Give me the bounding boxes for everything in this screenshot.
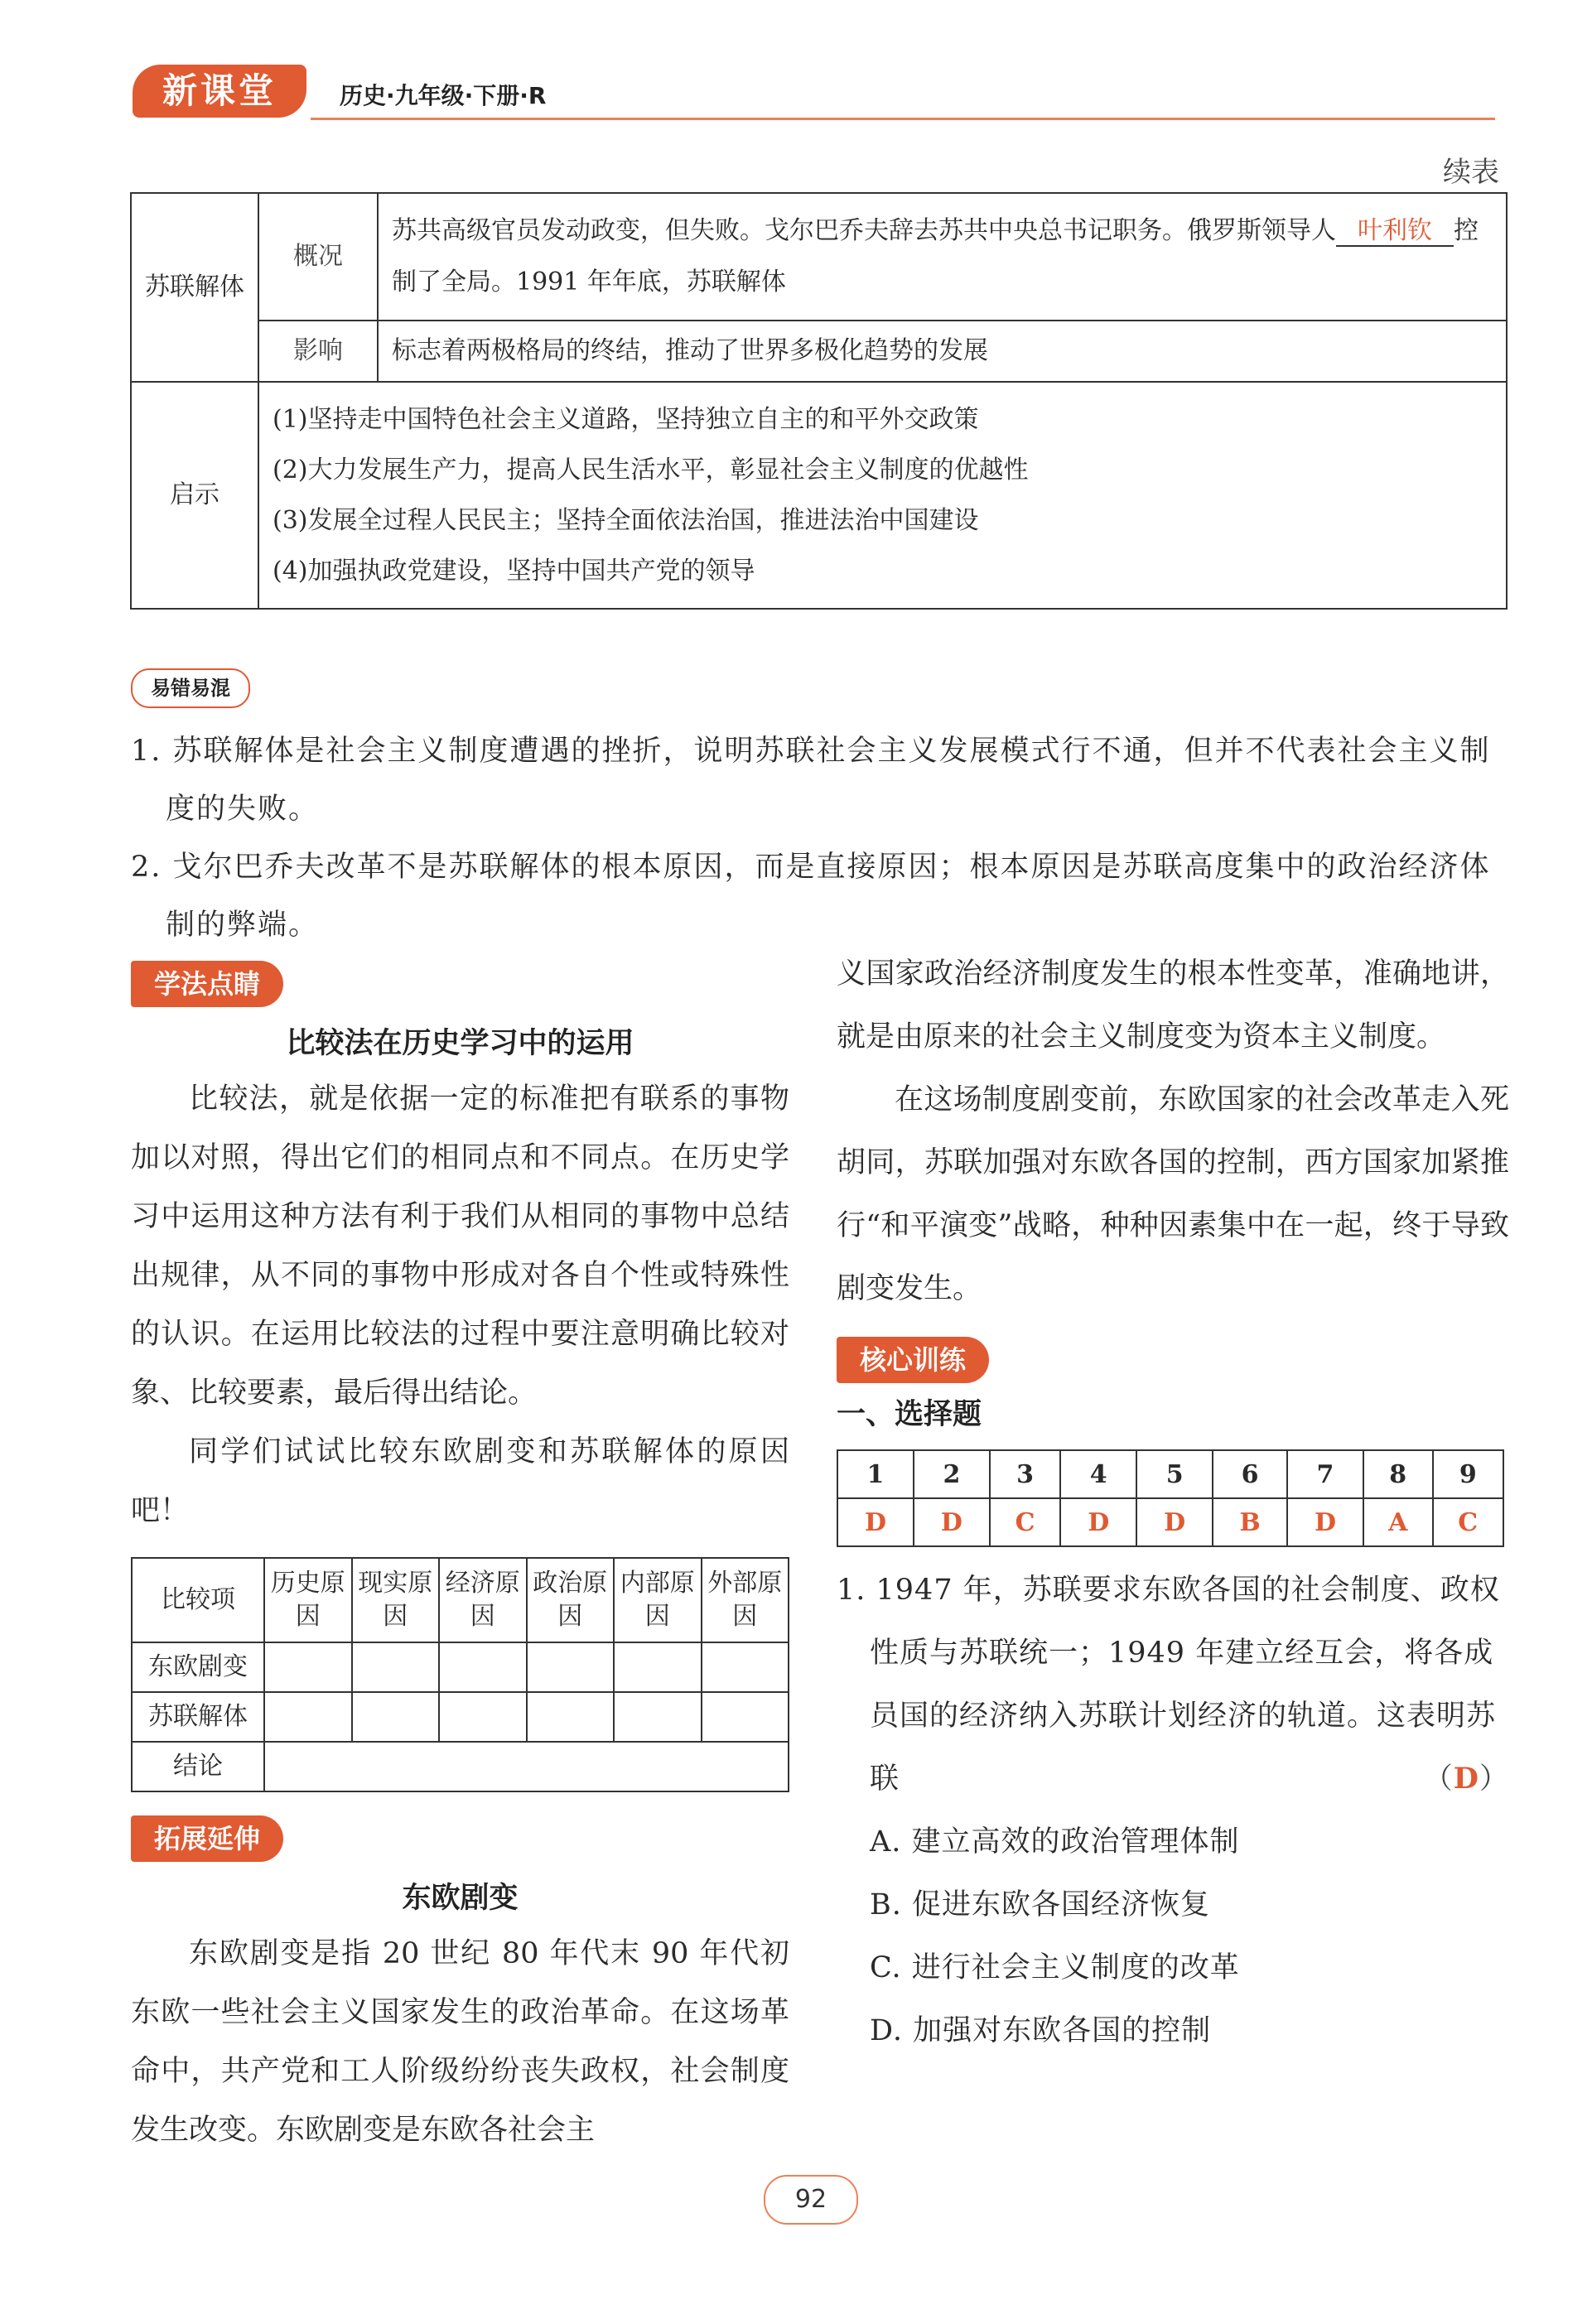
- method-title: 比较法在历史学习中的运用: [286, 1026, 634, 1060]
- list-item: 2. 戈尔巴乔夫改革不是苏联解体的根本原因，而是直接原因；根本原因是苏联高度集中的政治经济体制的弊端。: [131, 851, 1491, 942]
- row-header: 结论: [132, 1742, 264, 1791]
- table-header-row: [132, 1558, 789, 1642]
- answer-cell: B: [1213, 1498, 1287, 1546]
- question-number: 4: [1060, 1450, 1136, 1498]
- method-paragraph: 比较法，就是依据一定的标准把有联系的事物加以对照，得出它们的相同点和不同点。在历史学习中运用这种方法有利于我们从相同的事物中总结出规律，从不同的事物中形成对各自个性或特殊性的认识。在运用比较法的过程中要注意明确比较对象、比较要素，最后得出结论。: [131, 1082, 789, 1410]
- column-header: 历史原因: [264, 1558, 352, 1642]
- extension-paragraph: 东欧剧变是指 20 世纪 80 年代末 90 年代初东欧一些社会主义国家发生的政治革命。在这场革命中，共产党和工人阶级纷纷丧失政权，社会制度发生改变。东欧剧变是东欧各社会主: [131, 1937, 789, 2147]
- option-c[interactable]: C. 进行社会主义制度的改革: [870, 1951, 1240, 1984]
- blank-cell[interactable]: [439, 1642, 527, 1692]
- method-prompt: 同学们试试比较东欧剧变和苏联解体的原因吧！: [131, 1435, 789, 1527]
- blank-cell[interactable]: [702, 1692, 789, 1742]
- blank-cell[interactable]: [439, 1692, 527, 1742]
- section-heading: 一、选择题: [837, 1397, 982, 1431]
- table-row: [131, 193, 1507, 321]
- answer-cell: D: [837, 1498, 914, 1546]
- question-stem: 1. 1947 年，苏联要求东欧各国的社会制度、政权性质与苏联统一；1949 年建立经互会，将各成员国的经济纳入苏联计划经济的轨道。这表明苏联 （D）: [837, 1559, 1509, 1811]
- question-number: 2: [914, 1450, 990, 1498]
- brand-logo: 新课堂: [133, 65, 306, 118]
- lessons-cell: [258, 382, 1507, 609]
- table-row: [132, 1642, 789, 1692]
- question-number: 5: [1136, 1450, 1213, 1498]
- lesson-item: (1)坚持走中国特色社会主义道路，坚持独立自主的和平外交政策: [273, 405, 979, 434]
- right-column: [837, 957, 1509, 2062]
- answer-cell: D: [1060, 1498, 1136, 1546]
- answer-row: [837, 1498, 1503, 1546]
- answer-cell: D: [1287, 1498, 1363, 1546]
- table-row: [132, 1692, 789, 1742]
- row-label-impact: 影响: [258, 321, 378, 382]
- answer-cell: C: [1433, 1498, 1504, 1546]
- option-d[interactable]: D. 加强对东欧各国的控制: [870, 2014, 1212, 2047]
- blank-cell[interactable]: [527, 1692, 615, 1742]
- extension-tag: 拓展延伸: [131, 1815, 283, 1862]
- training-tag: 核心训练: [837, 1337, 989, 1383]
- row-label-overview: 概况: [258, 193, 378, 321]
- page-header: [133, 65, 1499, 123]
- table-row: [131, 321, 1507, 382]
- list-item: 1. 苏联解体是社会主义制度遭遇的挫折，说明苏联社会主义发展模式行不通，但并不代表社会主义制度的失败。: [131, 735, 1491, 826]
- column-header: 内部原因: [614, 1558, 702, 1642]
- confusion-tag: 易错易混: [131, 668, 250, 708]
- method-tag: 学法点睛: [131, 961, 283, 1007]
- header-divider: [311, 118, 1495, 120]
- question-1: [837, 1559, 1509, 2062]
- number-row: [837, 1450, 1503, 1498]
- question-number: 8: [1363, 1450, 1433, 1498]
- corner-cell: 比较项: [132, 1558, 264, 1642]
- question-answer: D: [1453, 1762, 1479, 1796]
- left-column: [131, 961, 789, 2160]
- blank-cell[interactable]: [352, 1642, 440, 1692]
- row-header: 东欧剧变: [132, 1642, 264, 1692]
- group-label-dissolution: 苏联解体: [131, 193, 258, 382]
- overview-text: 苏共高级官员发动政变，但失败。戈尔巴乔夫辞去苏共中央总书记职务。俄罗斯领导人 叶利钦 控制了全局。1991 年年底，苏联解体: [378, 193, 1507, 321]
- table-row: [132, 1742, 789, 1791]
- book-subtitle: 历史·九年级·下册·R: [340, 82, 547, 109]
- confusion-list: [131, 722, 1506, 954]
- blank-cell[interactable]: [702, 1642, 789, 1692]
- group-label-lessons: 启示: [131, 382, 258, 609]
- blank-cell[interactable]: [264, 1642, 352, 1692]
- comparison-table: [131, 1557, 789, 1792]
- column-header: 外部原因: [702, 1558, 789, 1642]
- lesson-item: (4)加强执政党建设，坚持中国共产党的领导: [273, 557, 755, 586]
- option-b[interactable]: B. 促进东欧各国经济恢复: [870, 1888, 1210, 1921]
- question-number: 3: [990, 1450, 1060, 1498]
- summary-table: [130, 192, 1508, 610]
- answer-table: [837, 1449, 1504, 1547]
- column-header: 政治原因: [527, 1558, 615, 1642]
- extension-paragraph-2: 在这场制度剧变前，东欧国家的社会改革走入死胡同，苏联加强对东欧各国的控制，西方国家加紧推行“和平演变”战略，种种因素集中在一起，终于导致剧变发生。: [837, 1083, 1509, 1305]
- extension-paragraph-cont: 义国家政治经济制度发生的根本性变革，准确地讲，就是由原来的社会主义制度变为资本主义制度。: [837, 957, 1509, 1054]
- blank-cell[interactable]: [614, 1642, 702, 1692]
- blank-cell[interactable]: [614, 1692, 702, 1742]
- option-a[interactable]: A. 建立高效的政治管理体制: [870, 1825, 1240, 1859]
- question-number: 7: [1287, 1450, 1363, 1498]
- question-number: 6: [1213, 1450, 1287, 1498]
- lesson-item: (3)发展全过程人民民主；坚持全面依法治国，推进法治中国建设: [273, 506, 979, 535]
- column-header: 现实原因: [352, 1558, 440, 1642]
- question-number: 9: [1433, 1450, 1504, 1498]
- column-header: 经济原因: [439, 1558, 527, 1642]
- question-number: 1: [837, 1450, 914, 1498]
- answer-fill: 叶利钦: [1336, 216, 1454, 247]
- conclusion-cell[interactable]: [264, 1742, 789, 1791]
- impact-text: 标志着两极格局的终结，推动了世界多极化趋势的发展: [378, 321, 1507, 382]
- row-header: 苏联解体: [132, 1692, 264, 1742]
- answer-bracket: （D）: [1423, 1762, 1509, 1796]
- answer-cell: A: [1363, 1498, 1433, 1546]
- answer-cell: C: [990, 1498, 1060, 1546]
- table-row: [131, 382, 1507, 609]
- blank-cell[interactable]: [527, 1642, 615, 1692]
- blank-cell[interactable]: [352, 1692, 440, 1742]
- page-number: 92: [764, 2175, 858, 2225]
- extension-title: 东欧剧变: [402, 1881, 519, 1915]
- blank-cell[interactable]: [264, 1692, 352, 1742]
- continued-label: 续表: [1443, 156, 1499, 189]
- lesson-item: (2)大力发展生产力，提高人民生活水平，彰显社会主义制度的优越性: [273, 456, 1029, 485]
- answer-cell: D: [1136, 1498, 1213, 1546]
- answer-cell: D: [914, 1498, 990, 1546]
